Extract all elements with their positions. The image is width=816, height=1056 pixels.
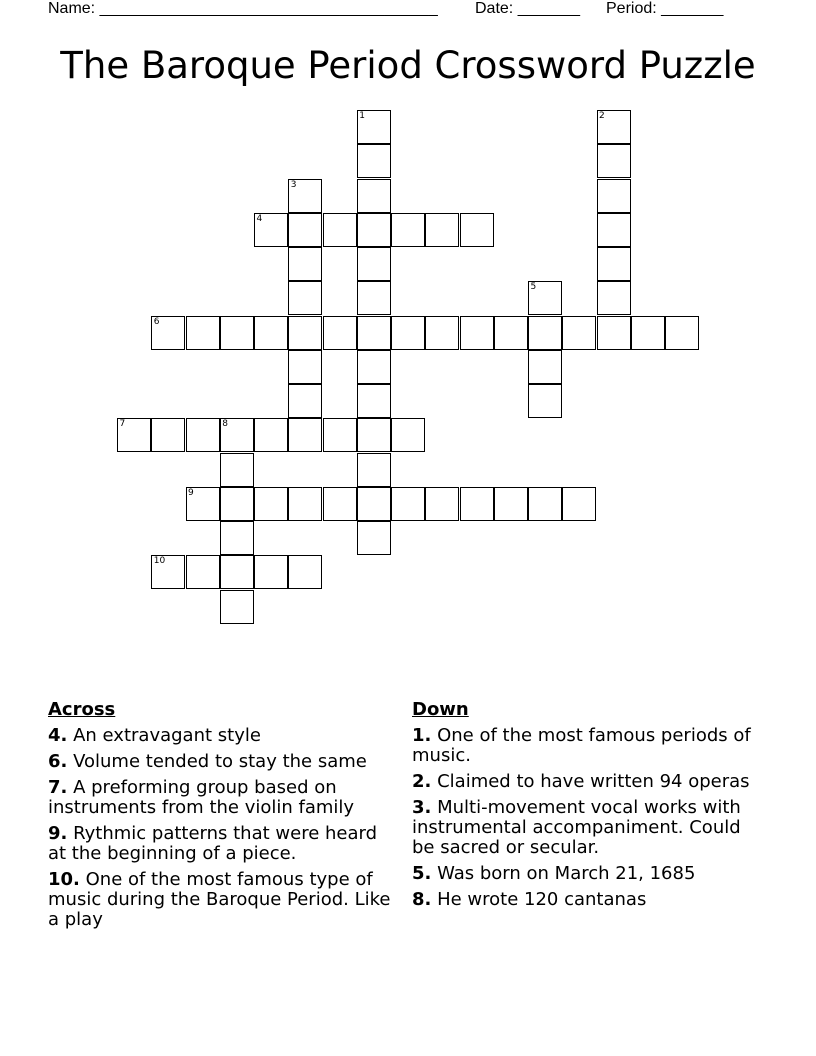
crossword-cell[interactable]: [425, 316, 459, 350]
crossword-cell[interactable]: [288, 179, 322, 213]
across-clue: [48, 752, 393, 772]
crossword-cell[interactable]: [391, 418, 425, 452]
crossword-cell[interactable]: [597, 316, 631, 350]
clue-number: 6: [153, 316, 160, 327]
clue-num: 2.: [412, 771, 432, 792]
crossword-cell[interactable]: [631, 316, 665, 350]
across-clue: [48, 870, 393, 930]
clue-num: 5.: [412, 863, 432, 884]
crossword-cell[interactable]: [494, 316, 528, 350]
down-clues: [412, 700, 752, 916]
clue-text: A preforming group based on instruments from the violin family: [48, 777, 355, 818]
crossword-cell[interactable]: [357, 384, 391, 418]
clue-text: Volume tended to stay the same: [67, 751, 367, 772]
crossword-cell[interactable]: [357, 179, 391, 213]
crossword-cell[interactable]: [665, 316, 699, 350]
crossword-cell[interactable]: [151, 555, 185, 589]
crossword-cell[interactable]: [288, 555, 322, 589]
crossword-cell[interactable]: [425, 213, 459, 247]
crossword-cell[interactable]: [357, 521, 391, 555]
across-clue-list: [48, 726, 393, 930]
across-clue: [48, 778, 393, 818]
crossword-cell[interactable]: [357, 316, 391, 350]
clue-num: 3.: [412, 797, 432, 818]
page-title: The Baroque Period Crossword Puzzle: [60, 44, 756, 87]
crossword-cell[interactable]: [254, 555, 288, 589]
crossword-cell[interactable]: [357, 144, 391, 178]
clue-number: 10: [153, 556, 166, 567]
crossword-cell[interactable]: [288, 384, 322, 418]
crossword-cell[interactable]: [357, 110, 391, 144]
crossword-cell[interactable]: [186, 316, 220, 350]
crossword-cell[interactable]: [151, 316, 185, 350]
clue-num: 1.: [412, 725, 432, 746]
header-line: [48, 0, 748, 18]
period-field[interactable]: Period: _______: [606, 0, 724, 17]
down-clue: [412, 890, 752, 910]
crossword-cell[interactable]: [323, 418, 357, 452]
crossword-cell[interactable]: [391, 316, 425, 350]
crossword-cell[interactable]: [254, 213, 288, 247]
crossword-cell[interactable]: [117, 418, 151, 452]
name-field[interactable]: Name: ______________________________________: [48, 0, 438, 17]
crossword-cell[interactable]: [425, 487, 459, 521]
crossword-cell[interactable]: [460, 316, 494, 350]
clue-number: 3: [290, 179, 297, 190]
across-clues: [48, 700, 393, 936]
down-clue: [412, 864, 752, 884]
crossword-cell[interactable]: [186, 487, 220, 521]
clue-number: 4: [256, 213, 263, 224]
clue-text: He wrote 120 cantanas: [431, 889, 647, 910]
crossword-cell[interactable]: [391, 213, 425, 247]
crossword-cell[interactable]: [220, 316, 254, 350]
clue-num: 8.: [412, 889, 432, 910]
crossword-cell[interactable]: [151, 418, 185, 452]
crossword-cell[interactable]: [323, 487, 357, 521]
crossword-cell[interactable]: [220, 418, 254, 452]
clue-text: Claimed to have written 94 operas: [431, 771, 750, 792]
clue-text: Rythmic patterns that were heard at the beginning of a piece.: [48, 823, 378, 864]
crossword-cell[interactable]: [220, 453, 254, 487]
crossword-cell[interactable]: [288, 281, 322, 315]
crossword-cell[interactable]: [288, 247, 322, 281]
crossword-cell[interactable]: [460, 213, 494, 247]
crossword-cell[interactable]: [220, 487, 254, 521]
crossword-cell[interactable]: [391, 487, 425, 521]
clue-number: 5: [530, 282, 537, 293]
crossword-cell[interactable]: [254, 418, 288, 452]
crossword-cell[interactable]: [220, 521, 254, 555]
clue-text: One of the most famous periods of music.: [412, 725, 751, 766]
crossword-cell[interactable]: [186, 418, 220, 452]
crossword-cell[interactable]: [562, 316, 596, 350]
crossword-cell[interactable]: [254, 316, 288, 350]
crossword-cell[interactable]: [562, 487, 596, 521]
clue-number: 8: [222, 419, 228, 430]
down-clue-list: [412, 726, 752, 910]
crossword-cell[interactable]: [357, 281, 391, 315]
crossword-cell[interactable]: [220, 590, 254, 624]
crossword-cell[interactable]: [528, 487, 562, 521]
crossword-cell[interactable]: [528, 350, 562, 384]
date-field[interactable]: Date: _______: [475, 0, 580, 17]
crossword-cell[interactable]: [357, 453, 391, 487]
crossword-cell[interactable]: [494, 487, 528, 521]
crossword-cell[interactable]: [357, 487, 391, 521]
crossword-cell[interactable]: [597, 144, 631, 178]
crossword-cell[interactable]: [357, 418, 391, 452]
crossword-cell[interactable]: [357, 247, 391, 281]
down-clue: [412, 772, 752, 792]
crossword-cell[interactable]: [323, 316, 357, 350]
clue-text: One of the most famous type of music during the Baroque Period. Like a play: [48, 869, 391, 930]
crossword-cell[interactable]: [288, 350, 322, 384]
crossword-cell[interactable]: [288, 213, 322, 247]
crossword-cell[interactable]: [597, 247, 631, 281]
crossword-cell[interactable]: [597, 281, 631, 315]
across-clue: [48, 824, 393, 864]
down-clue: [412, 798, 752, 858]
clue-text: Multi-movement vocal works with instrumental accompaniment. Could be sacred or secular.: [412, 797, 741, 858]
clue-num: 4.: [48, 725, 68, 746]
crossword-cell[interactable]: [254, 487, 288, 521]
clue-number: 9: [188, 487, 194, 498]
crossword-cell[interactable]: [597, 110, 631, 144]
crossword-cell[interactable]: [323, 213, 357, 247]
crossword-cell[interactable]: [460, 487, 494, 521]
crossword-cell[interactable]: [288, 487, 322, 521]
crossword-cell[interactable]: [528, 281, 562, 315]
down-clue: [412, 726, 752, 766]
across-heading: Across: [48, 699, 116, 720]
clue-number: 2: [599, 111, 605, 121]
crossword-cell[interactable]: [357, 350, 391, 384]
crossword-cell[interactable]: [528, 384, 562, 418]
clue-text: Was born on March 21, 1685: [431, 863, 696, 884]
down-heading: Down: [412, 699, 469, 720]
crossword-cell[interactable]: [288, 418, 322, 452]
crossword-grid: [117, 110, 717, 630]
crossword-cell[interactable]: [597, 179, 631, 213]
crossword-cell[interactable]: [186, 555, 220, 589]
clue-num: 9.: [48, 823, 68, 844]
crossword-cell[interactable]: [220, 555, 254, 589]
crossword-cell[interactable]: [357, 213, 391, 247]
across-clue: [48, 726, 393, 746]
crossword-cell[interactable]: [288, 316, 322, 350]
clue-number: 1: [359, 111, 365, 121]
crossword-cell[interactable]: [597, 213, 631, 247]
clue-num: 7.: [48, 777, 68, 798]
clue-num: 10.: [48, 869, 80, 890]
clue-number: 7: [119, 419, 126, 430]
clue-num: 6.: [48, 751, 68, 772]
clue-text: An extravagant style: [67, 725, 261, 746]
crossword-cell[interactable]: [528, 316, 562, 350]
